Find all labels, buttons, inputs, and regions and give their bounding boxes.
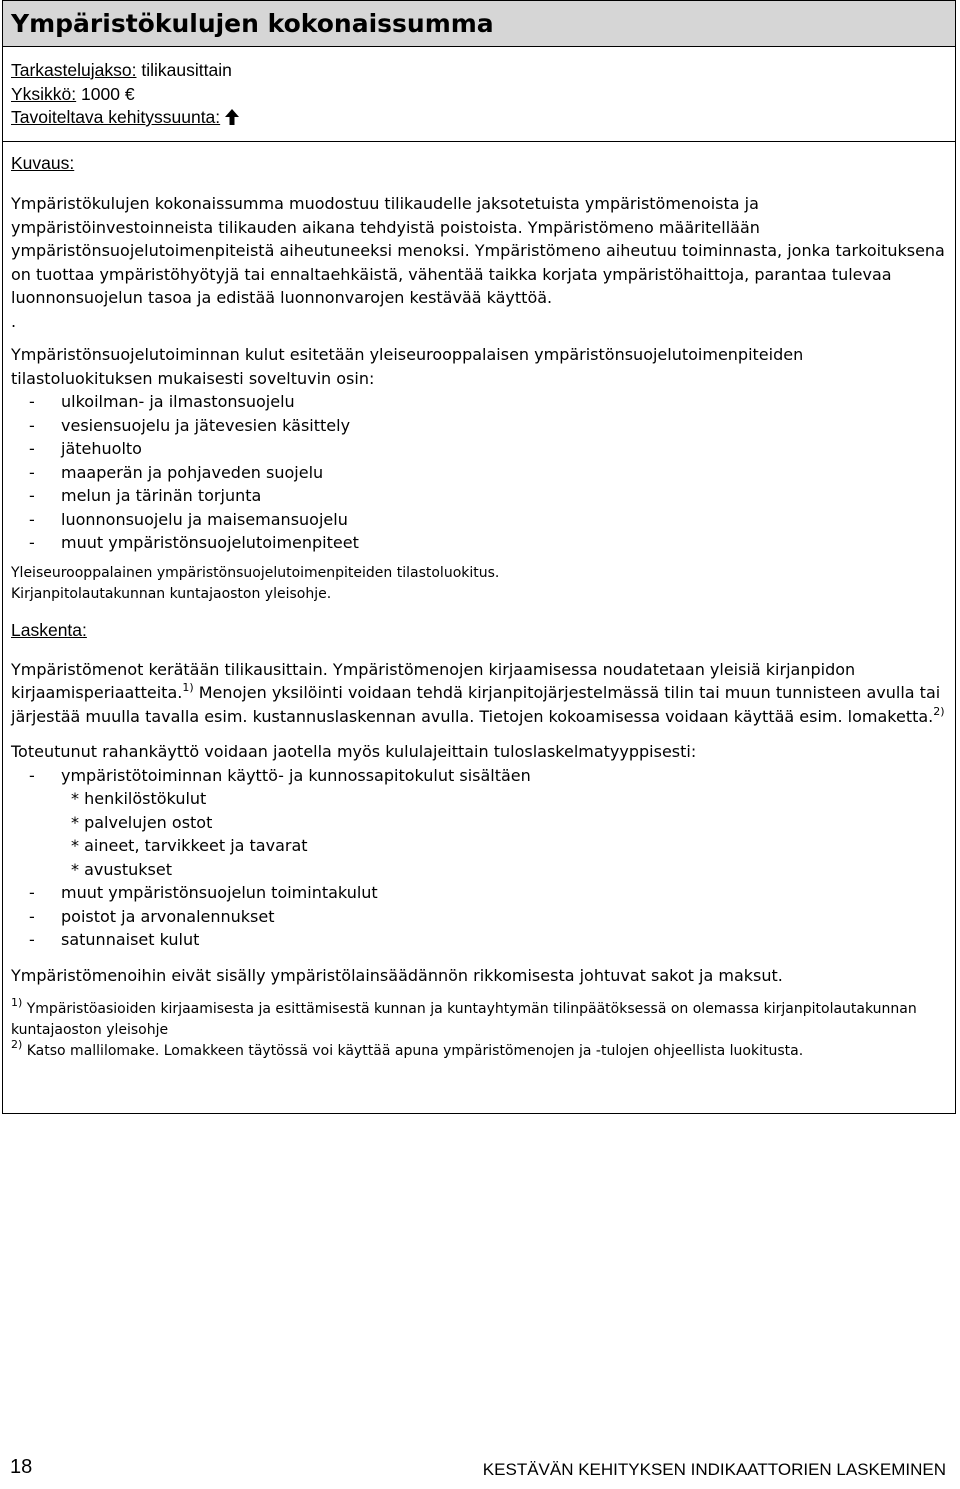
footnote-2-text: Katso mallilomake. Lomakkeen täytössä voi käyttää apuna ympäristömenojen ja -tulojen ohjeellista luokitusta. <box>22 1043 804 1059</box>
source-1: Yleiseurooppalainen ympäristönsuojelutoimenpiteiden tilastoluokitus. <box>11 564 500 581</box>
trend-row <box>11 106 955 130</box>
unit-row <box>11 83 955 107</box>
period-row <box>11 59 955 83</box>
footnote-1-mark: 1) <box>11 996 23 1009</box>
footnotes <box>11 996 947 1062</box>
protection-category-list <box>11 390 947 555</box>
list-item: - jätehuolto <box>11 437 947 461</box>
source-2: Kirjanpitolautakunnan kuntajaoston yleisohje. <box>11 585 332 602</box>
running-title: KESTÄVÄN KEHITYKSEN INDIKAATTORIEN LASKEMINEN <box>482 1460 946 1479</box>
list-item: - melun ja tärinän torjunta <box>11 484 947 508</box>
calculation-para-1-cont: Menojen yksilöinti voidaan tehdä kirjanpitojärjestelmässä tilin tai muun tunnisteen avulla tai järjestää muulla tavalla esim. kustannuslaskennan avulla. Tietojen kokoamisessa voidaan käyttää esim. lomaketta. <box>11 683 941 726</box>
calculation-heading: Laskenta: <box>11 619 87 640</box>
list-item: - ympäristötoiminnan käyttö- ja kunnossapitokulut sisältäen <box>11 764 947 788</box>
description-para-3: Ympäristönsuojelutoiminnan kulut esitetään yleiseurooppalaisen ympäristönsuojelutoimenpiteiden tilastoluokituksen mukaisesti soveltuvin osin: <box>11 345 804 388</box>
list-item: - poistot ja arvonalennukset <box>11 905 947 929</box>
list-item: - muut ympäristönsuojelutoimenpiteet <box>11 531 947 555</box>
description-heading: Kuvaus: <box>11 153 75 173</box>
calculation-para-1 <box>11 658 947 729</box>
page-footer <box>10 1456 946 1486</box>
unit-label: Yksikkö: <box>11 83 77 104</box>
list-item: - luonnonsuojelu ja maisemansuojelu <box>11 508 947 532</box>
list-item: * henkilöstökulut <box>71 789 207 808</box>
arrow-up-icon <box>225 109 239 125</box>
list-item: * palvelujen ostot <box>71 812 213 832</box>
list-item: - maaperän ja pohjaveden suojelu <box>11 461 947 485</box>
calculation-section <box>11 658 947 988</box>
list-item: * avustukset <box>71 859 172 879</box>
description-dot: . <box>11 311 17 331</box>
title-bar <box>3 1 955 47</box>
footnote-ref-1: 1) <box>182 681 194 694</box>
list-item: - ulkoilman- ja ilmastonsuojelu <box>11 390 947 414</box>
content <box>3 142 955 1062</box>
footnote-ref-2: 2) <box>933 704 945 718</box>
calculation-para-2: Toteutunut rahankäyttö voidaan jaotella myös kululajeittain tuloslaskelmatyyppisesti: <box>11 742 697 761</box>
indicator-card <box>2 0 956 1114</box>
calculation-para-3: Ympäristömenoihin eivät sisälly ympäristölainsäädännön rikkomisesta johtuvat sakot ja maksut. <box>11 965 783 985</box>
list-item: - satunnaiset kulut <box>11 928 947 952</box>
list-item: - muut ympäristönsuojelun toimintakulut <box>11 881 947 905</box>
page-title: Ympäristökulujen kokonaissumma <box>11 9 494 38</box>
period-value: tilikausittain <box>141 60 232 80</box>
calculation-para-1-text: Ympäristömenot kerätään tilikausittain. Ympäristömenojen kirjaamisessa noudatetaan yleisiä kirjanpidon kirjaamisperiaatteita. <box>11 659 856 702</box>
trend-label: Tavoiteltava kehityssuunta: <box>11 107 221 127</box>
page-number: 18 <box>10 1456 33 1478</box>
footnote-2-mark: 2) <box>11 1038 23 1051</box>
cost-type-list <box>11 764 947 788</box>
indicator-meta <box>3 47 955 142</box>
description-para-2: Ympäristömeno aiheutuu toiminnasta, jonka tarkoituksena on tuottaa ympäristöhyötyjä tai ennaltaehkäistä, vähentää taikka korjata ympäristöhaittoja, parantaa tulevaa luonnonsuojelun tasoa ja edistää luonnonvarojen kestävää käyttöä. <box>11 241 945 307</box>
cost-subtype-list <box>11 787 947 881</box>
unit-value: 1000 € <box>81 83 135 104</box>
list-item: * aineet, tarvikkeet ja tavarat <box>71 836 308 855</box>
description-para-1: Ympäristökulujen kokonaissumma muodostuu tilikaudelle jaksotetuista ympäristömenoista ja ympäristöinvestoinneista tilikauden aikana tehdyistä poistoista. Ympäristömeno määritellään ympäristönsuojelutoimenpiteistä aiheutuneeksi menoksi. <box>11 194 760 260</box>
list-item: - vesiensuojelu ja jätevesien käsittely <box>11 414 947 438</box>
footnote-2 <box>11 1038 947 1062</box>
cost-type-list-rest <box>11 881 947 952</box>
footnote-1-text: Ympäristöasioiden kirjaamisesta ja esittämisestä kunnan ja kuntayhtymän tilinpäätöksessä on olemassa kirjanpitolautakunnan kuntajaoston yleisohje <box>11 1001 917 1038</box>
description-section <box>11 192 947 605</box>
period-label: Tarkastelujakso: <box>11 60 137 80</box>
footnote-1 <box>11 996 947 1041</box>
